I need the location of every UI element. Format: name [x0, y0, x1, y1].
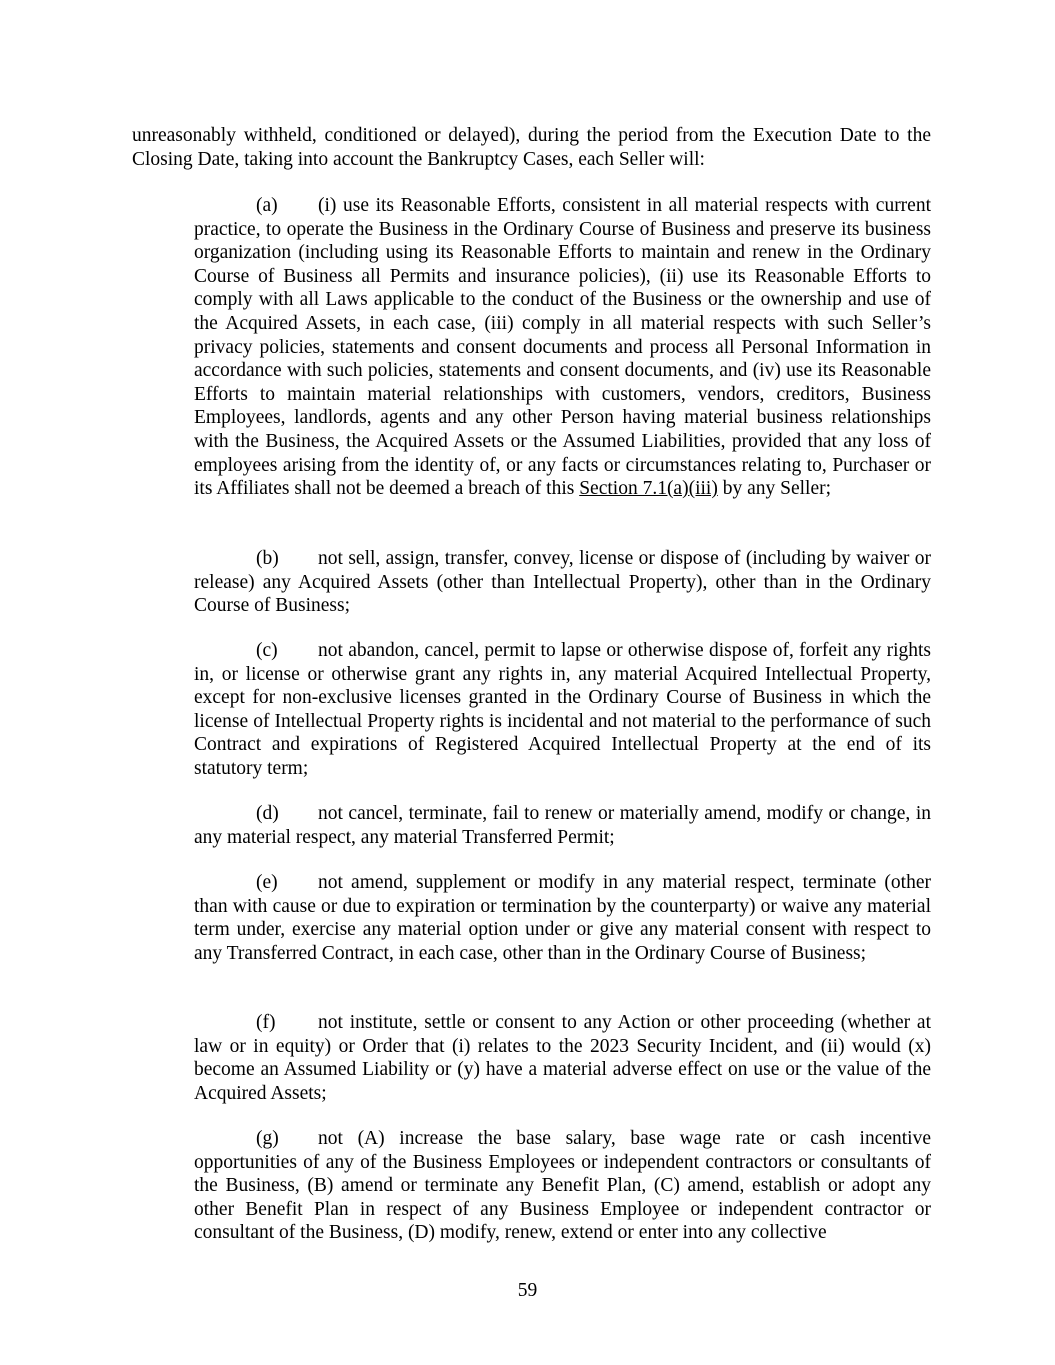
- clause-label: (b): [256, 548, 279, 569]
- clause-label: (d): [256, 803, 279, 824]
- clause-label: (f): [256, 1012, 276, 1033]
- section-reference: Section 7.1(a)(iii): [579, 478, 718, 500]
- clause-text: not institute, settle or consent to any Action or other proceeding (whether at law or in equity) or Order that (i) relates to the 2023 Security Incident, and (ii) would (x) become an Assumed Liability or (y) have a material adverse effect on use or the value of the Acquired Assets;: [194, 1012, 931, 1104]
- clause-f: [194, 1011, 931, 1105]
- clause-text-end: by any Seller;: [717, 478, 832, 500]
- clause-a: [194, 194, 931, 501]
- clause-label: (g): [256, 1128, 279, 1149]
- page-number: 59: [517, 1280, 538, 1301]
- clause-e: [194, 871, 931, 965]
- clause-b: [194, 547, 931, 618]
- clause-label: (e): [256, 872, 278, 893]
- clause-g: [194, 1127, 931, 1245]
- clause-text: not abandon, cancel, permit to lapse or otherwise dispose of, forfeit any rights in, or license or otherwise grant any rights in, any material Acquired Intellectual Property, except for non-exclusive licenses granted in the Ordinary Course of Business in which the license of Intellectual Property rights is incidental and not material to the performance of such Contract and expirations of Registered Acquired Intellectual Property at the end of its statutory term;: [194, 640, 931, 779]
- clause-d: [194, 802, 931, 849]
- clause-text: not cancel, terminate, fail to renew or materially amend, modify or change, in any material respect, any material Transferred Permit;: [194, 803, 931, 848]
- clause-text: not sell, assign, transfer, convey, license or dispose of (including by waiver or release) any Acquired Assets (other than Intellectual Property), other than in the Ordinary Course of Business;: [194, 548, 931, 617]
- clause-c: [194, 639, 931, 781]
- clause-label: (c): [256, 640, 278, 661]
- clause-text: not (A) increase the base salary, base wage rate or cash incentive opportunities of any of the Business Employees or independent contractors or consultants of the Business, (B) amend or terminate any Benefit Plan, (C) amend, establish or adopt any other Benefit Plan in respect of any Business Employee or independent contractor or consultant of the Business, (D) modify, renew, extend or enter into any collective: [194, 1128, 931, 1244]
- clause-text: not amend, supplement or modify in any material respect, terminate (other than with cause or due to expiration or termination by the counterparty) or waive any material term under, exercise any material option under or give any material consent with respect to any Transferred Contract, in each case, other than in the Ordinary Course of Business;: [194, 872, 931, 964]
- clause-text: (i) use its Reasonable Efforts, consistent in all material respects with current practice, to operate the Business in the Ordinary Course of Business and preserve its business organization (including using its Reasonable Efforts to maintain and renew in the Ordinary Course of Business all Permits and insurance policies), (ii) use its Reasonable Efforts to comply with all Laws applicable to the conduct of the Business or the ownership and use of the Acquired Assets, in each case, (iii) comply in all material respects with such Seller’s privacy policies, statements and consent documents and process all Personal Information in accordance with such policies, statements and consent documents, and (iv) use its Reasonable Efforts to maintain material relationships with customers, vendors, creditors, Business Employees, landlords, agents and any other Person having material business relationships with the Business, the Acquired Assets or the Assumed Liabilities, provided that any loss of employees arising from the identity of, or any facts or circumstances relating to, Purchaser or its Affiliates shall not be deemed a breach of this: [194, 195, 931, 500]
- clause-label: (a): [256, 195, 278, 216]
- intro-paragraph: unreasonably withheld, conditioned or delayed), during the period from the Execution Date to the Closing Date, taking into account the Bankruptcy Cases, each Seller will:: [132, 125, 931, 170]
